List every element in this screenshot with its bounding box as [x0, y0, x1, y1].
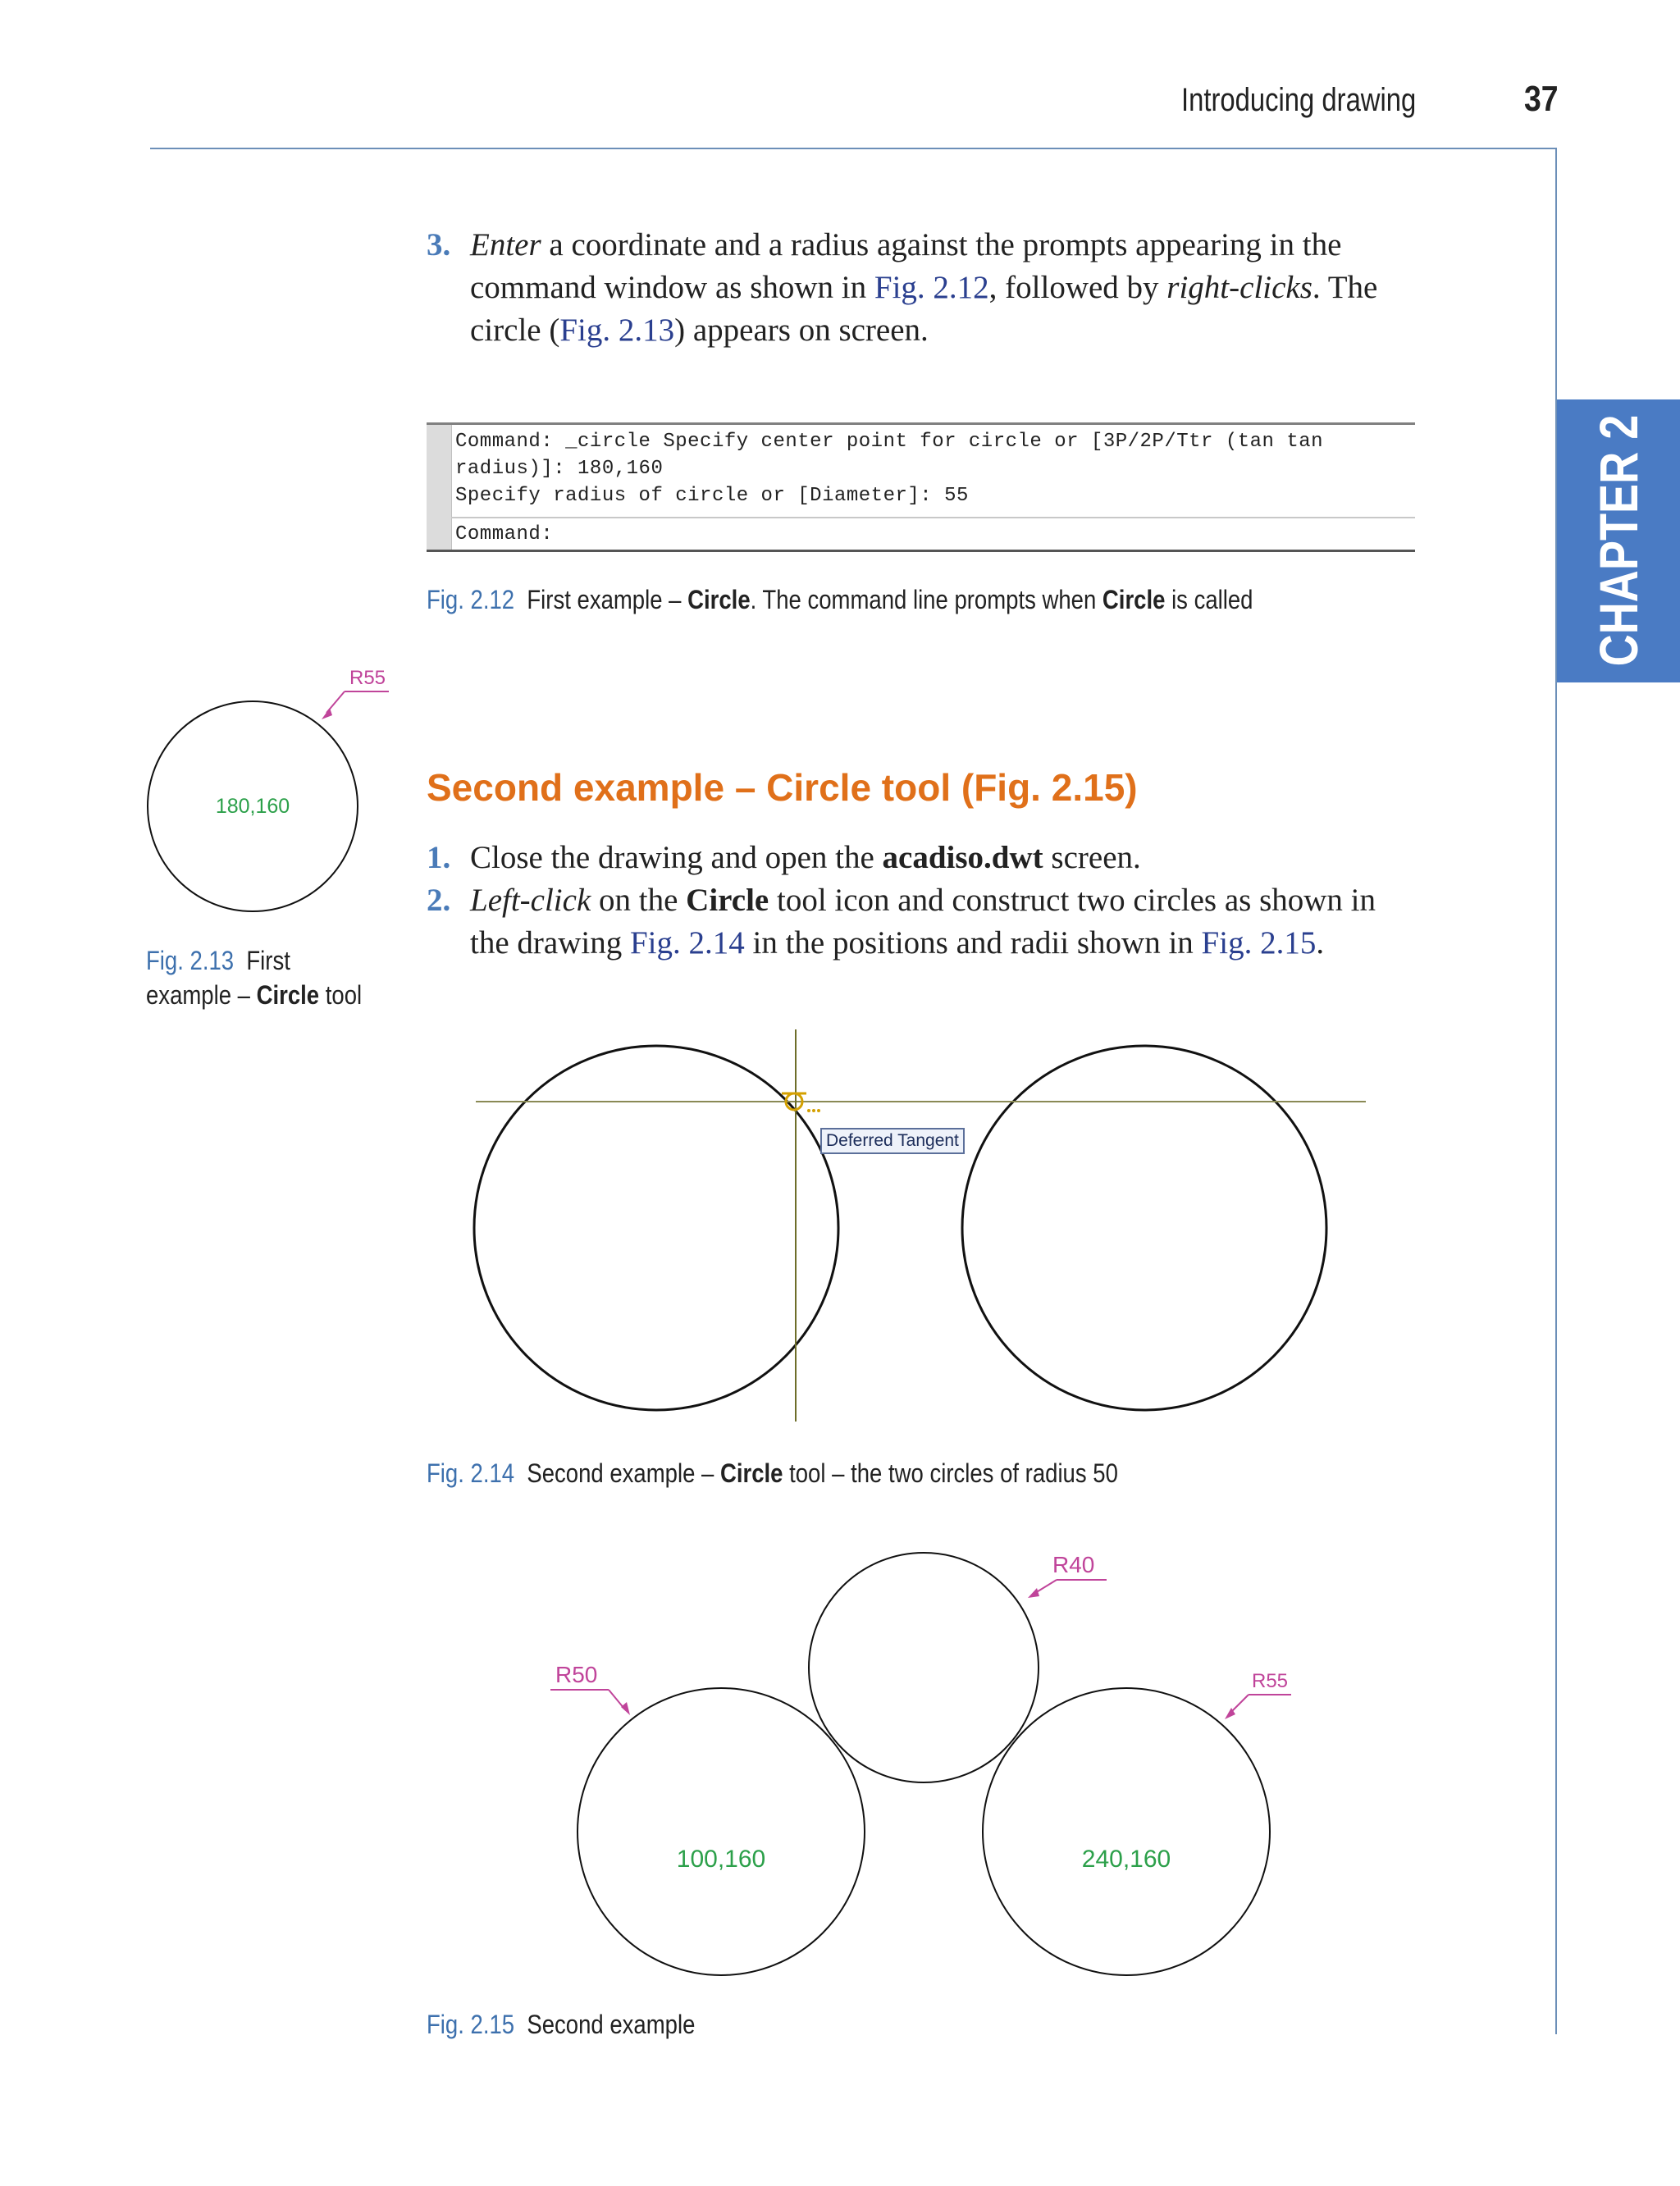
step-3-action: right-clicks	[1166, 270, 1312, 305]
step-3-text-d: ) appears on screen.	[674, 313, 929, 348]
leader-line	[1035, 1580, 1057, 1593]
fig-2-14-bold: Circle	[719, 1458, 783, 1488]
fig-2-13-text-c: tool	[319, 980, 363, 1010]
center-coordinate: 180,160	[215, 795, 290, 818]
step-3-verb: Enter	[470, 227, 541, 262]
step-3-text	[470, 224, 1411, 352]
section-heading	[427, 765, 1138, 810]
fig-2-14-text-a: Second example –	[527, 1458, 720, 1488]
page-number: 37	[1524, 79, 1559, 119]
fig-2-13-bold: Circle	[256, 980, 320, 1010]
fig-2-12-text-b: . The command line prompts when	[750, 585, 1102, 614]
fig-2-15-caption	[427, 2010, 695, 2040]
fig-2-15-text: Second example	[527, 2010, 696, 2039]
step-2-text-b: tool icon and construct two circles as shown in the drawing	[470, 883, 1376, 961]
fig-2-12-bold-1: Circle	[687, 585, 751, 614]
step-3-text-a: a coordinate and a radius against the prompts appearing in the command window as shown in	[470, 227, 1342, 305]
command-line-3: Specify radius of circle or [Diameter]: 55	[455, 485, 969, 507]
fig-2-13-text-a: First	[246, 946, 290, 975]
left-center-coordinate: 100,160	[676, 1846, 766, 1873]
step-2-text-d: .	[1316, 925, 1325, 961]
r50-label: R50	[555, 1662, 598, 1687]
leader-arrow	[322, 708, 332, 719]
circle-r55	[983, 1688, 1270, 1975]
fig-2-14-screenshot	[472, 1029, 1370, 1423]
fig-ref-2-13[interactable]: Fig. 2.13	[559, 313, 675, 348]
step-2-text	[470, 879, 1411, 965]
command-prompt[interactable]: Command:	[455, 523, 554, 545]
fig-2-13-drawing	[139, 656, 410, 919]
section-heading-fig-ref: (Fig. 2.15)	[961, 766, 1138, 809]
fig-2-12-text-a: First example –	[527, 585, 688, 614]
fig-2-12-bold-2: Circle	[1102, 585, 1166, 614]
chapter-tab	[1557, 399, 1680, 682]
section-heading-title: Second example – Circle tool	[427, 766, 952, 809]
fig-2-14-label: Fig. 2.14	[427, 1458, 515, 1488]
leader-arrow	[621, 1702, 630, 1715]
header-rule	[150, 148, 1557, 149]
step-3-text-c: . The circle (	[470, 270, 1378, 348]
fig-2-12-label: Fig. 2.12	[427, 585, 515, 614]
fig-2-13-caption	[146, 943, 362, 1012]
fig-2-13-label: Fig. 2.13	[146, 946, 235, 975]
step-1-text-a: Close the drawing and open the	[470, 840, 883, 875]
step-2-number: 2.	[427, 883, 451, 918]
drawing-area	[472, 1029, 1370, 1423]
command-window-grip[interactable]	[427, 425, 452, 550]
r55-label: R55	[1252, 1670, 1289, 1692]
step-1-text	[470, 837, 1411, 879]
leader-line	[609, 1690, 624, 1709]
step-2-bold: Circle	[686, 883, 769, 918]
snap-dot	[812, 1109, 815, 1112]
snap-dot	[807, 1109, 810, 1112]
command-line-1: Command: _circle Specify center point for circle or [3P/2P/Ttr (tan tan	[455, 431, 1324, 453]
circle-r50	[578, 1688, 865, 1975]
circle-r40	[809, 1553, 1039, 1782]
step-1-bold: acadiso.dwt	[882, 840, 1043, 875]
fig-2-13-text-b: example –	[146, 980, 257, 1010]
running-head: Introducing drawing	[1181, 82, 1417, 118]
fig-2-12-caption	[427, 585, 1253, 615]
command-separator	[451, 517, 1415, 518]
step-3-number: 3.	[427, 227, 451, 262]
fig-2-15-drawing	[525, 1542, 1378, 1985]
deferred-tangent-tooltip: Deferred Tangent	[820, 1128, 965, 1154]
step-2	[427, 879, 1411, 965]
r40-label: R40	[1052, 1552, 1095, 1577]
leader-arrow	[1028, 1588, 1039, 1598]
fig-2-12-text-c: is called	[1165, 585, 1253, 614]
right-circle	[962, 1046, 1326, 1410]
command-line-2: radius)]: 180,160	[455, 458, 664, 480]
command-window	[427, 422, 1415, 552]
step-1-number: 1.	[427, 840, 451, 875]
step-1-text-b: screen.	[1043, 840, 1141, 875]
fig-ref-2-14[interactable]: Fig. 2.14	[629, 925, 745, 961]
radius-label: R55	[349, 667, 386, 689]
left-circle	[474, 1046, 838, 1410]
fig-2-15-label: Fig. 2.15	[427, 2010, 515, 2039]
step-2-text-a: on the	[591, 883, 687, 918]
snap-dot	[817, 1109, 820, 1112]
fig-ref-2-15[interactable]: Fig. 2.15	[1201, 925, 1317, 961]
step-3-text-b: , followed by	[988, 270, 1167, 305]
fig-2-14-text-b: tool – the two circles of radius 50	[783, 1458, 1118, 1488]
right-center-coordinate: 240,160	[1081, 1846, 1171, 1873]
chapter-tab-label: CHAPTER 2	[1588, 414, 1649, 667]
leader-line	[1230, 1695, 1249, 1713]
fig-ref-2-12[interactable]: Fig. 2.12	[874, 270, 989, 305]
step-2-verb: Left-click	[470, 883, 591, 918]
step-2-text-c: in the positions and radii shown in	[744, 925, 1202, 961]
step-1	[427, 837, 1411, 879]
step-3	[427, 224, 1411, 352]
fig-2-14-caption	[427, 1458, 1118, 1489]
